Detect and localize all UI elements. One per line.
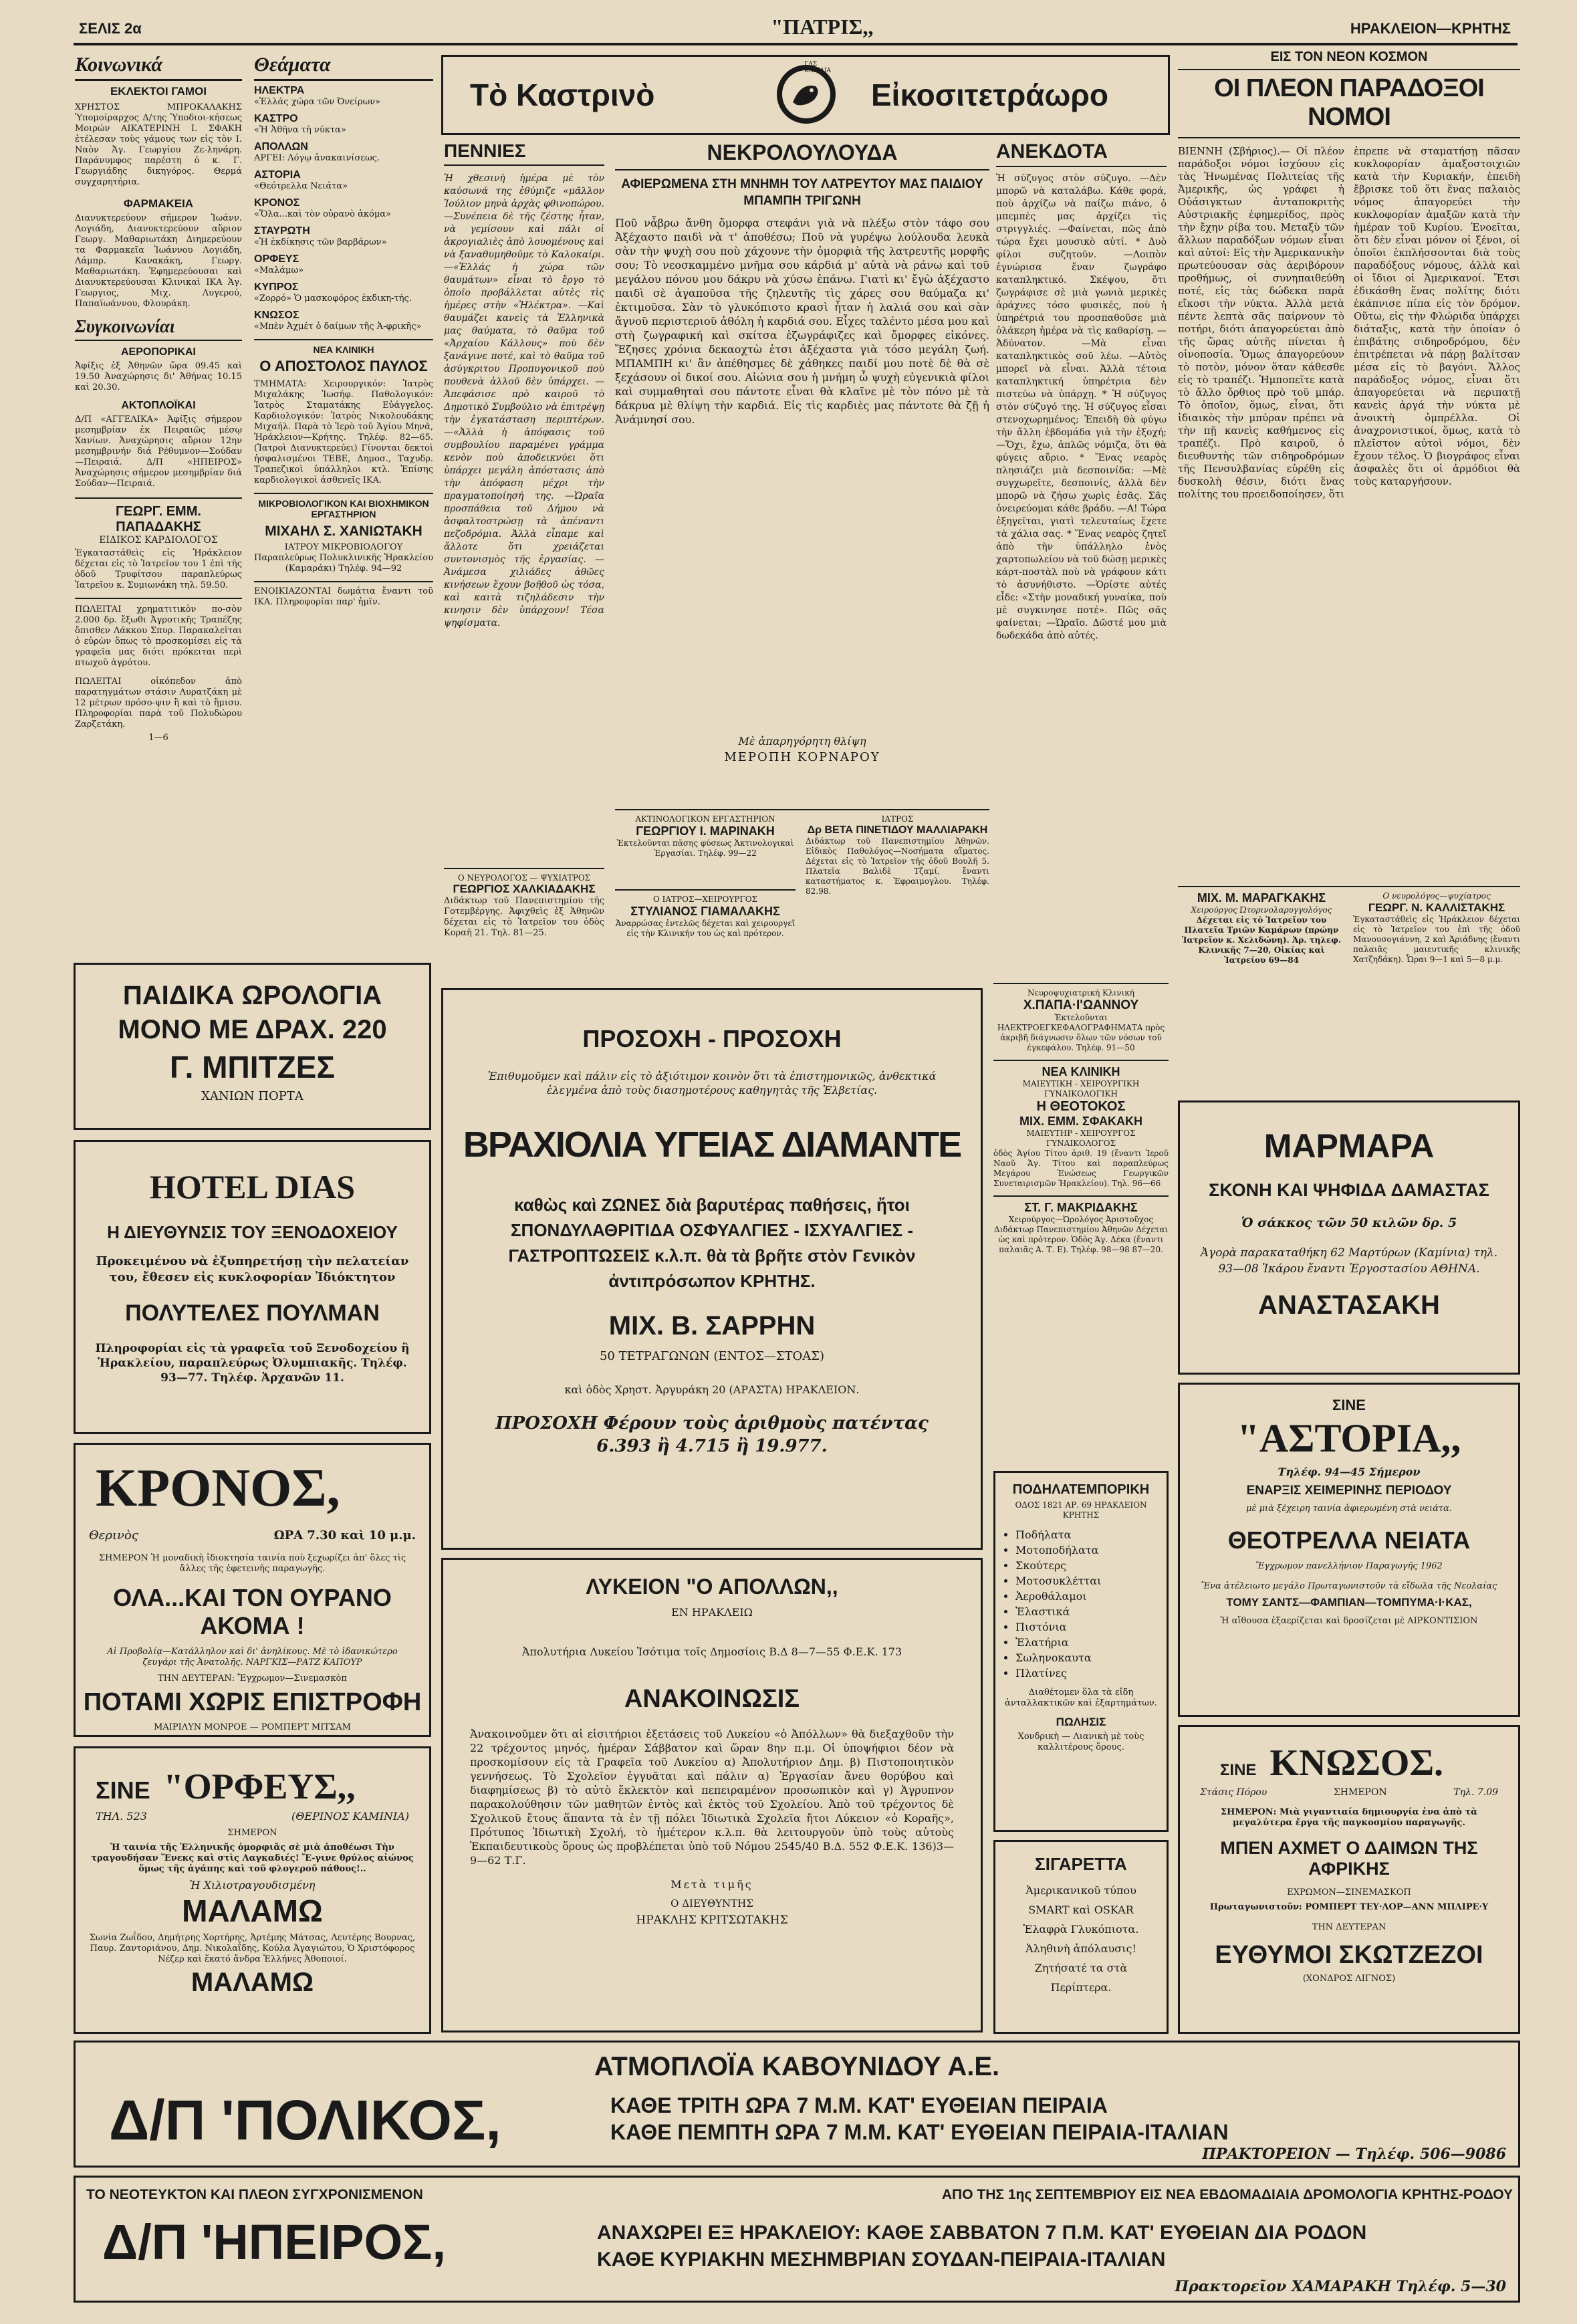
orfeus-film: ΜΑΛΑΜΩ <box>182 1893 323 1928</box>
cigarette-line1: Ἀμερικανικοῦ τύπου <box>1025 1884 1136 1897</box>
pathologist-text: Διδάκτωρ τοῦ Πανεπιστημίου Ἀθηνῶν. Εἰδικὸς Παθολόγος—Νοσήματα αἵματος. Δέχεται εἰς τὸ Ἰατρεῖον τῆς ὁδοῦ Βουλῆ 5. Πλατεῖα Βαλιδὲ Τζαμί, ἔναντι καταστήματος κ. Ἐφραιμογλου. Τηλέφ. 82.98. <box>806 836 989 896</box>
theatre-name: ΚΑΣΤΡΟ <box>254 113 298 124</box>
lyceum-regards: Μετὰ τιμῆς <box>671 1878 753 1891</box>
bike-shop-item: • Ἀεροθάλαμοι <box>1015 1589 1167 1604</box>
theatre-name: ΑΣΤΟΡΙΑ <box>254 169 301 181</box>
neuro-psy-ad <box>1353 891 1520 965</box>
neuro-psy-text: Ἐγκαταστάθεὶς εἰς Ἡράκλειον δέχεται εἰς τὸ Ἰατρεῖον του ἐπὶ τῆς ὁδοῦ Μανουσογιάννη, 2 καὶ Ἀριάδνης (ἔναντι παλαιᾶς μαιευτικῆς κλινικῆς Χατζηδάκη). Ὧραι 9—1 καὶ 5—8 μ.μ. <box>1353 915 1520 964</box>
bike-shop-item: • Σκούτερς <box>1015 1558 1167 1573</box>
bracelets-ad <box>441 988 983 1550</box>
shipping2-ship: Δ/Π 'ΗΠΕΙΡΟΣ, <box>102 2214 447 2270</box>
shipping1-head: ΑΤΜΟΠΛΟΪΑ ΚΑΒΟΥΝΙΔΟΥ Α.Ε. <box>594 2052 1000 2081</box>
hotel-head: Η ΔΙΕΥΘΥΝΣΙΣ ΤΟΥ ΞΕΝΟΔΟΧΕΙΟΥ <box>107 1222 398 1242</box>
watches-line1: ΠΑΙΔΙΚΑ ΩΡΟΛΟΓΙΑ <box>122 981 382 1010</box>
maternity-spec: ΜΑΙΕΥΤΗΡ - ΧΕΙΡΟΥΡΓΟΣ ΓΥΝΑΙΚΟΛΟΓΟΣ <box>1026 1129 1136 1148</box>
lyceum-legal: Ἀπολυτήρια Λυκείου Ἰσότιμα τοῖς Δημοσίοις Β.Δ 8—7—55 Φ.Ε.Κ. 173 <box>521 1645 902 1658</box>
astoria-cast-head: Ἕνα ἀτέλειωτο μεγάλο Πρωταγωνιστοῦν τὰ εἴδωλα τῆς Νεολαίας <box>1201 1581 1497 1591</box>
watches-line3: Γ. ΜΠΙΤΖΕΣ <box>170 1050 335 1084</box>
orfeus-phone: ΤΗΛ. 523 <box>96 1810 147 1823</box>
theatre-desc: ΑΡΓΕΙ: Λόγῳ ἀνακαινίσεως. <box>254 153 380 163</box>
bike-shop-item: • Πιστόνια <box>1015 1619 1167 1635</box>
theatre-name: ΚΥΠΡΟΣ <box>254 281 299 293</box>
astoria-prefix: ΣΙΝΕ <box>1332 1397 1366 1413</box>
theatres-column <box>254 53 433 956</box>
lyceum-text: Ἀνακοινοῦμεν ὅτι αἱ εἰσιτήριοι ἐξετάσεις τοῦ Λυκείου «ὁ Ἀπόλλων» θὰ διεξαχθοῦν τὴν 22 τρέχοντος μηνός, ἡμέραν Σάββατον καὶ ὥραν 8ην π.μ. Οἱ ὑποψήφιοι δέον νὰ προσκομίσουν εἰς τὰ Γραφεῖα τοῦ Λυκείου α) Ἀπολυτήριον Δημ. β) Πιστοποιητικὸν γεννήσεως. Τὸ Σχολεῖον ἐγγυᾶται καὶ πάλιν α) Ἐργασίαν ἄνευ θορύβου καὶ διαφημίσεως β) τὸ αὐτὸ ἔκλεκτὸν καὶ πεπειραμένον προσωπικὸν καὶ γ) Ἀγρυπνον παρακολούθησιν τῶν μαθητῶν ἐντὸς καὶ ἐκτὸς τοῦ Σχολείου. Ἀπὸ τοῦ τρέχοντος δὲ Σχολικοῦ ἔτους ἅπαντα τὰ ἐν τῇ πόλει Ἰδιωτικὰ Σχολεῖα ἤτοι Λύκειον «ὁ Κοραῆς», Πρότυπος Ἰδιωτικὴ Σχολή, τὸ ἡμέτερον κ.λ.π. θὰ λειτουργοῦν ὑπὸ τοὺς αὐτοὺς Ἐκπαιδευτικοὺς ὅρους ὡς προβλέπεται ὑπὸ τοῦ Νόμου 2545/40 Β.Δ. 552 Φ.Ε.Κ. 136)3—9—62 Τ.Γ. <box>470 1728 954 1867</box>
kronos-subtitle: Θερινὸς <box>89 1528 138 1542</box>
theatre-desc: «Θεότρελλα Νειάτα» <box>254 181 348 191</box>
knossos-phone: Τηλ. 7.09 <box>1453 1787 1498 1798</box>
rooms-notice: ΕΝΟΙΚΙΑΖΟΝΤΑΙ δωμάτια ἔναντι τοῦ ΙΚΑ. Πληροφορίαι παρ' ἡμῖν. <box>254 586 433 607</box>
theatre-item <box>254 281 433 304</box>
castle-banner <box>441 55 1170 135</box>
astoria-phone: Τηλέφ. 94—45 Σήμερον <box>1278 1466 1421 1478</box>
kronos-today: ΣΗΜΕΡΟΝ Ἡ μοναδικὴ ἰδιοκτησία ταινία ποὺ ξεχωρίζει ἀπ' ὅλες τὶς ἄλλες τῆς ἑφετεινῆς παραγωγῆς. <box>98 1553 406 1574</box>
page-mark: 1—6 <box>148 733 168 743</box>
knossos-place: Στάσις Πόρου <box>1200 1787 1267 1798</box>
cardiologist-spec: ΕΙΔΙΚΟΣ ΚΑΡΔΙΟΛΟΓΟΣ <box>99 535 218 546</box>
shipping2-left: ΤΟ ΝΕΟΤΕΥΚΤΟΝ ΚΑΙ ΠΛΕΟΝ ΣΥΓΧΡΟΝΙΣΜΕΝΟΝ <box>86 2187 423 2202</box>
knossos-format: ΕΧΡΩΜΟΝ—ΣΙΝΕΜΑΣΚΟΠ <box>1287 1887 1411 1897</box>
astoria-festival: Ἔγχρωμον πανελλήνιον Παραγωγῆς 1962 <box>1255 1561 1443 1571</box>
pathologist-ad <box>806 814 989 975</box>
knossos-ad <box>1178 1725 1520 2034</box>
knossos-cast: Πρωταγωνιστοῦν: ΡΟΜΠΕΡΤ ΤΕΥ·ΛΟΡ—ΑΝΝ ΜΠΛΙΡΕ·Υ <box>1209 1902 1489 1912</box>
theatre-desc: «Μαλάμω» <box>254 265 304 275</box>
theatre-desc: «Ζορρό» Ὁ μασκοφόρος ἐκδικη-τής. <box>254 294 412 304</box>
paper-title: "ΠΑΤΡΙΣ,, <box>771 15 874 39</box>
psychiatrist-name: ΓΕΩΡΓΙΟΣ ΧΑΛΚΙΑΔΑΚΗΣ <box>453 883 596 895</box>
bike-shop-item: • Ἐλαστικά <box>1015 1604 1167 1619</box>
orfeus-place: (ΘΕΡΙΝΟΣ ΚΑΜΙΝΙΑ) <box>291 1810 409 1823</box>
strange-laws-title: ΟΙ ΠΛΕΟΝ ΠΑΡΑΔΟΞΟΙ ΝΟΜΟΙ <box>1214 74 1484 131</box>
city-label: ΗΡΑΚΛΕΙΟΝ—ΚΡΗΤΗΣ <box>1350 20 1511 37</box>
bike-shop-sale-head: ΠΩΛΗΣΙΣ <box>1056 1716 1106 1728</box>
knossos-text: ΣΗΜΕΡΟΝ: Μιὰ γιγαντιαία δημιουργία ἐνα ἀπὸ τὰ μεγαλύτερα ἔργα τῆς παγκοσμίου παραγωγῆς. <box>1220 1807 1478 1828</box>
obituary-text: Ποῦ νἆβρω ἄνθη ὄμορφα στεφάνι γιὰ νὰ πλέξω στὸν τάφο σου Ἀξέχαστο παιδὶ νὰ τ' ἀποθέσω; Ποῦ νὰ γυρέψω λούλουδα λευκὰ σὰν τὴν ψυχὴ σου ποὺ χάχουνε τὴν ὀμορφιὰ τῆς λατρευτῆς μορφῆς σου; Τὸ νεοσκαμμένο μνῆμα σου κάρδιά μ' αὐτὰ νὰ ράνω καὶ τοῦ μεγάλου πόνου μου δάκρυ νὰ χύσω ἐπάνω. Γιατὶ κι' ἔγὼ ἀξέχαστο παιδὶ σὲ ἀγαποῦσα τῆς ζηλευτῆς τὶς χάρες σου θαύμαζα κι' ἐκτιμοῦσα. Σὰν τὸ γλυκόπιοτο κρασὶ ἦταν ἡ λαλιά σου καὶ σὰν ἄγνοῦ περιστεριοῦ ἀθόλη ἡ καρδιά σου. Εἶχες ταλέντο μέσα μου καὶ στὴ ζωγραφική καὶ σκίτσα ἐζωγράφιζες καὶ ὄμορφες εἰκόνες. Ἔζησες χρόνια δεκαοχτὼ ἐτσι ἀξέχαστα γιὰ τόσο μεγάλη ζωή. ΜΠΑΜΠΗ κι' ἂν ἀπέθησμες δὲ χάθηκες παιδί μου ποτὲ δὲ θὰ σὲ ξεχάσουν οἱ δικοί σου. Αἰώνια σου ἡ μνήμη ὦ ψυχὴ εὐγενικιὰ φίλοι καὶ συμμαθηταὶ σου πάντοτε εἶναι θὰ κλαῖνε μὲ τὸν πόνο μὲ τὰ δάκρυα μὲ θλίψη τὴν καρδιά. Εἰς τὶς καρδιὲς μας πάντοτε θὰ ζῇ ἡ Ἀνάμνησί σου. <box>615 217 989 426</box>
theatre-desc: «Ἐλλάς χώρα τῶν Ὀνείρων» <box>254 97 381 107</box>
theatre-item <box>254 310 433 332</box>
warning-addr1: 50 ΤΕΤΡΑΓΩΝΩΝ (ΕΝΤΟΣ—ΣΤΟΑΣ) <box>599 1349 825 1363</box>
knossos-next: ΕΥΘΥΜΟΙ ΣΚΩΤΖΕΖΟΙ <box>1215 1941 1483 1969</box>
orfeus-today: ΣΗΜΕΡΟΝ <box>227 1828 277 1838</box>
radiology-ad <box>615 814 796 888</box>
bike-shop-address: ΟΔΟΣ 1821 ΑΡ. 69 ΗΡΑΚΛΕΙΟΝ ΚΡΗΤΗΣ <box>1015 1500 1147 1520</box>
orfeus-film-repeat: ΜΑΛΑΜΩ <box>191 1968 314 1997</box>
psychiatrist-head: Ο ΝΕΥΡΟΛΟΓΟΣ — ΨΥΧΙΑΤΡΟΣ <box>457 873 591 883</box>
shipping2-line2: ΚΑΘΕ ΚΥΡΙΑΚΗΝ ΜΕΣΗΜΒΡΙΑΝ ΣΟΥΔΑΝ-ΠΕΙΡΑΙΑ-ΙΤΑΛΙΑΝ <box>597 2248 1166 2271</box>
hotel-name: HOTEL DIAS <box>149 1168 356 1205</box>
watches-ad <box>74 963 431 1130</box>
obituary-column <box>615 140 989 809</box>
kronos-next: ΠΟΤΑΜΙ ΧΩΡΙΣ ΕΠΙΣΤΡΟΦΗ <box>83 1688 422 1716</box>
watches-line4: ΧΑΝΙΩΝ ΠΟΡΤΑ <box>201 1089 304 1103</box>
strange-laws-kicker: ΕΙΣ ΤΟΝ ΝΕΟΝ ΚΟΣΜΟΝ <box>1270 49 1428 64</box>
theatre-name: ΚΡΟΝΟΣ <box>254 197 300 209</box>
theatre-desc: «Ὅλα...καὶ τὸν οὐρανὸ ἀκόμα» <box>254 209 392 219</box>
clinic-head: ΝΕΑ ΚΛΙΝΙΚΗ <box>313 344 374 355</box>
lab-text: ΙΑΤΡΟΥ ΜΙΚΡΟΒΙΟΛΟΓΟΥ Παραπλεύρως Πολυκλινικῆς Ἡρακλείου (Καμαράκι) Τηλέφ. 94—92 <box>254 542 433 574</box>
warning-patents: ΠΡΟΣΟΧΗ Φέρουν τοὺς ἀριθμοὺς πατέντας 6.393 ἢ 4.715 ἢ 19.977. <box>495 1413 929 1456</box>
ent-surgeon-ad <box>1178 891 1345 965</box>
cardiologist-text: Ἐγκαταστάθεὶς εἰς Ἡράκλειον δέχεται εἰς τὸ Ἰατρεῖον του 1 ἐπὶ τῆς ὁδοῦ Τρυφίτσου παραπλεύρως Ἰατρεῖου κ. Συμιωνάκη τηλ. 59.50. <box>75 548 242 590</box>
lyceum-announcement-head: ΑΝΑΚΟΙΝΩΣΙΣ <box>624 1685 800 1713</box>
astoria-name: "ΑΣΤΟΡΙΑ,, <box>1237 1416 1461 1460</box>
ent-surgeon-spec: Χειρούργος Ὠτορινολαρυγγολόγος <box>1191 905 1332 915</box>
ent-surgeon-text: Δέχεται εἰς τὸ Ἰατρεῖον του Πλατεῖα Τριῶν Καμάρων (πρώην Ἰατρεῖον κ. Χελιδώνη). Ἀρ. τηλεφ. Κλινικῆς 7—20, Οἰκίας καὶ Ἰατρείου 69—84 <box>1181 915 1342 965</box>
bike-shop-item: • Μοτοσυκλέτται <box>1015 1573 1167 1589</box>
astoria-note: Ἡ αἴθουσα ἐξαερίζεται καὶ δροσίζεται μὲ ΑΙΡΚΟΝΤΙΣΙΟΝ <box>1220 1616 1478 1626</box>
lyceum-sign: ΗΡΑΚΛΗΣ ΚΡΙΤΣΩΤΑΚΗΣ <box>636 1913 788 1927</box>
warning-body: καθὼς καὶ ΖΩΝΕΣ διὰ βαρυτέρας παθήσεις, ἤτοι ΣΠΟΝΔΥΛΑΘΡΙΤΙΔΑ ΟΣΦΥΑΛΓΙΕΣ - ΙΣΧΥΑΛΓΙΕΣ - ΓΑΣΤΡΟΠΤΩΣΕΙΣ κ.λ.π. θὰ τὰ βρῆτε στὸν Γενικὸν ἀντιπρόσωπον ΚΡΗΤΗΣ. <box>508 1195 916 1291</box>
hotel-info: Πληροφορίαι εἰς τὰ γραφεῖα τοῦ Ξενοδοχείου ἢ Ἡρακλείου, παραπλεύρως Ὀλυμπιακῆς. Τηλέφ. 93—77. Τηλέφ. Ἀρχανῶν 11. <box>95 1342 410 1385</box>
weddings-head: ΕΚΛΕΚΤΟΙ ΓΑΜΟΙ <box>110 85 207 98</box>
bike-shop-item: • Πλατίνες <box>1015 1665 1167 1681</box>
cigarette-ad <box>993 1840 1169 2034</box>
pennies-title: ΠΕΝΝΙΕΣ <box>444 140 526 161</box>
plot-sale-notice: ΠΩΛΕΙΤΑΙ οἰκόπεδον ἀπὸ παρατηγμάτων στάσιν Λυρατζάκη μὲ 12 μέτρων πρόσο-ψιν ἢ καὶ τὸ ἥμισυ. Πληροφορίαι παρὰ τοῦ Πολυδώρου Ζαρζετάκη. <box>75 677 242 729</box>
bike-shop-sale: Χονδρικὴ — Λιανικὴ μὲ τοὺς καλλιτέρους ὅρους. <box>1017 1732 1144 1752</box>
ship-text: Δ/Π «ΑΓΓΕΛΙΚΑ» Ἀφίξις σήμερον μεσημβρίαν ἐκ Πειραιῶς μέσῳ Χανίων. Ἀναχώρησις αὔριον 12ην μεσημβρινήν διά Ρέθυμνον—Σούδαν—Πειραιά. Δ/Π «ΗΠΕΙΡΟΣ» Ἀναχώρησις σήμερον μεσημβρίαν διά Σούδαν—Πειραιά. <box>75 415 242 489</box>
kronos-film: ΟΛΑ...ΚΑΙ ΤΟΝ ΟΥΡΑΝΟ ΑΚΟΜΑ ! <box>113 1584 392 1639</box>
kronos-cast: Αἱ Προβολίᾳ—Κατάλληλον καὶ δι' ἀνηλίκους. Μὲ τὸ ἰδανικώτερο ζευγάρι τῆς Ἀνατολῆς. ΝΑΡΓΚΙΣ—ΡΑΤΖ ΚΑΠΟΥΡ <box>107 1647 398 1667</box>
surgeon-ad <box>615 889 796 976</box>
theatre-item <box>254 197 433 220</box>
obituary-sign: Μὲ ἀπαρηγόρητη θλίψη <box>738 735 866 747</box>
theatre-name: ΚΝΩΣΟΣ <box>254 310 299 321</box>
pennies-text: Ἡ χθεσινὴ ἡμέρα μὲ τὸν καύσωνά της ἐθύμιζε «μᾶλλον Ἰούλιον μηνὰ ἀρχὰς φθινοπώρου. —Συνέπεια δὲ τῆς ζέστης ἦταν, νὰ γεμίσουν καὶ πάλι οἱ ἀκρογιαλιὲς ἀπὸ λουομένους καὶ νὰ ξαναθυμηθοῦμε τὸ Καλοκαίρι. —«Ἑλλάς ἡ χώρα τῶν θαυμάτων» εἶναι τὸ ἔργο τὸ ὁποῖο προβάλλεται αὐτὲς τὶς ἡμέρες στὴν «Ἠλέκτρα». —Καὶ θαυμάζει κανεὶς τὰ Ἑλληνικὰ μας θαύματα, τὸ θαῦμα τοῦ «Ἀρχαίου Κάλλους» ποὺ δὲν ξανάγινε ποτέ, καὶ τὸ θαῦμα τοῦ ἀσύγκριτου Προπυγονικοῦ ποὺ πουθενὰ ἀλλοῦ δὲν ὑπάρχει. —Ἀπεφάσισε πρὸ καιροῦ τὸ Δημοτικὸ Συμβούλιο νὰ ἐπιτρέψῃ τὴν ἐγκατάσταση περιπτέρων. —«Ἀλλὰ ἡ ἀπόφασις τοῦ συμβουλίου παραμένει γράμμα κενὸν ποὺ ἀποδεικνύει ὅτι ὑπάρχει μεγάλη ἀπόστασις ἀπὸ τὴν ἀπόφαση μέχρι τὴν πραγματοποίησή της. —Ὡραῖα προσπάθεια τοῦ Δήμου νὰ ἀσφαλτοστρώσῃ τὰ ἀπέναντι πεζοδρόμια. Ἀλλὰ εἶπαμε καὶ ἄλλοτε ὅτι χρειάζεται συντονισμὸς τῆς ἐργασίας. —Ἀνάμεσα χιλιάδες ἀθῶες κινήσεων ἔχουν βοῆθοῦ ὡς τόσα, καὶ καιτὰ τιζηλάδεσιν τὴν κινησιν δὲν ὑπάρχουν! Τέσα ψηφίσματα. <box>444 173 604 628</box>
marble-ad <box>1178 1100 1520 1375</box>
pathologist-name: Δρ ΒΕΤΑ ΠΙΝΕΤΙΔΟΥ ΜΑΛΛΙΑΡΑΚΗ <box>807 824 988 836</box>
warning-seller: ΜΙΧ. Β. ΣΑΡΡΗΝ <box>608 1311 816 1341</box>
banner-right: Εἰκοσιτετράωρο <box>871 78 1108 112</box>
orfeus-name: "ΟΡΦΕΥΣ,, <box>163 1766 356 1807</box>
theatre-item <box>254 169 433 192</box>
shipping2-right: ΑΠΟ ΤΗΣ 1ης ΣΕΠΤΕΜΒΡΙΟΥ ΕΙΣ ΝΕΑ ΕΒΔΟΜΑΔΙΑΙΑ ΔΡΟΜΟΛΟΓΙΑ ΚΡΗΤΗΣ-ΡΟΔΟΥ <box>941 2187 1513 2202</box>
hotel-bus: ΠΟΛΥΤΕΛΕΣ ΠΟΥΛΜΑΝ <box>125 1300 380 1326</box>
orfeus-film-head: Ἡ Χιλιοτραγουδισμένη <box>189 1879 316 1891</box>
cigarette-line5: Ζητήσατέ τα στὰ <box>1034 1962 1128 1974</box>
strange-laws-article <box>1178 45 1520 1048</box>
wedding-text: ΧΡΗΣΤΟΣ ΜΠΡΟΚΑΛΑΚΗΣ Ὑπομοίραρχος Δ/της Ὑποδιοι-κήσεως Μοιρών ΑΙΚΑΤΕΡΙΝΗ Ι. ΣΦΑΚΗ ἐτέλεσαν τοὺς γάμους των εἰς τὸν Ι. Ναὸν Ἁγ. Γεωργίου Ζε-ληνάρη. Παράνυμφος παρέστη ὁ κ. Γ. Γεωργιάδης δικηγόρος. Θερμά συγχαρητήρια. <box>75 102 242 187</box>
clinic-text: ΤΜΗΜΑΤΑ: Χειρουργικόν: Ἰατρὸς Μιχαλάκης Ἰωσήφ. Παθολογικόν: Ἰατρὸς Σταματάκης Εὐάγγελος. Καρδιολογικόν: Ἰατρὸς Νικολουδάκης Μιχαήλ. Παρὰ τὸ Ἱερὸ τοῦ Ἁγίου Μηνᾶ, Ἡράκλειον—Κρήτης. Τηλέφ. 82—65. (Ἰατροὶ Διανυκτερεύει) Γίνονται δεκτοὶ ἠσφαλισμένοι ΤΕΒΕ, Δημοσ., Ταχυδρ. Τραπεζικοὶ ὑπάλληλοι κτλ. Ἐπίσης καρδιολογικοὶ ἀσθενεῖς ΙΚΑ. <box>254 379 433 485</box>
social-title: Κοινωνικά <box>75 53 163 76</box>
neuro-clinic-text: Ἐκτελοῦνται ΗΛΕΚΤΡΟΕΓΚΕΦΑΛΟΓΡΑΦΗΜΑΤΑ πρὸς ἀκριβῆ διάγνωσιν ὅλων τῶν νόσων τοῦ ἐγκεφάλου. Τηλέφ. 91—50 <box>997 1013 1165 1052</box>
bike-shop-item: • Ἐλατήρια <box>1015 1635 1167 1650</box>
maternity-doctor: ΜΙΧ. ΕΜΜ. ΣΦΑΚΑΚΗ <box>1019 1115 1143 1128</box>
orfeus-text: Ἡ ταινία τῆς Ἑλληνικῆς ὀμορφιᾶς σὲ μιὰ ἀποθέωσι Τὴν τραγουδήσαν Ἕνεκς καὶ στὶς Λαγκαδιές! Ἔ-γινε θρύλος αἰώνος ὅμως τῆς ἀγάπης καὶ τοῦ φλογεροῦ πάθους!.. <box>91 1843 414 1874</box>
knossos-name: ΚΝΩΣΟΣ. <box>1269 1742 1444 1784</box>
lab-head: ΜΙΚΡΟΒΙΟΛΟΓΙΚΟΝ ΚΑΙ ΒΙΟΧΗΜΙΚΟΝ ΕΡΓΑΣΤΗΡΙΟΝ <box>258 498 429 519</box>
warning-addr2: καὶ ὁδὸς Χρηστ. Ἀργυράκη 20 (ΑΡΑΣΤΑ) ΗΡΑΚΛΕΙΟΝ. <box>564 1383 860 1396</box>
obituary-title: ΝΕΚΡΟΛΟΥΛΟΥΔΑ <box>707 140 898 164</box>
theatre-name: ΣΤΑΥΡΩΤΗ <box>254 225 310 237</box>
theatre-desc: «Ἡ ἐκδίκησις τῶν βαρβάρων» <box>254 237 387 247</box>
cigarette-head: ΣΙΓΑΡΕΤΤΑ <box>1035 1854 1127 1874</box>
shipping1-line2: ΚΑΘΕ ΠΕΜΠΤΗ ΩΡΑ 7 Μ.Μ. ΚΑΤ' ΕΥΘΕΙΑΝ ΠΕΙΡΑΙΑ-ΙΤΑΛΙΑΝ <box>610 2120 1229 2144</box>
shipping-kavounides-ad <box>74 2041 1520 2168</box>
theatre-name: ΟΡΦΕΥΣ <box>254 253 299 265</box>
orfeus-ad <box>74 1746 431 2034</box>
knossos-prefix: ΣΙΝΕ <box>1220 1761 1257 1779</box>
astoria-cast: ΤΟΜΥ ΣΑΝΤΣ—ΦΑΜΠΙΑΝ—ΤΟΜΠΥΜΑ·Ι·ΚΑΣ, <box>1226 1596 1472 1609</box>
bike-shop-note: Διαθέτομεν ὅλα τὰ εἴδη ἀνταλλακτικῶν καὶ ἐξαρτημάτων. <box>1005 1688 1157 1708</box>
hotel-ad <box>74 1140 431 1434</box>
theatre-list <box>254 85 433 332</box>
knossos-today: ΣΗΜΕΡΟΝ <box>1333 1787 1387 1798</box>
bike-shop-items <box>995 1527 1167 1681</box>
theatre-item <box>254 113 433 136</box>
marble-price: Ὁ σάκκος τῶν 50 κιλῶν δρ. 5 <box>1241 1215 1457 1230</box>
psychiatrist-text: Διδάκτωρ τοῦ Πανεπιστημίου τῆς Γοτεμβέργης. Ἀφιχθεὶς ἐξ Ἀθηνῶν δέχεται εἰς τὸ Ἰατρεῖον του ὁδὸς Κοραῆ 21. Τηλ. 81—25. <box>444 896 604 938</box>
orfeus-cast: Σωνία Ζωΐδου, Δημήτρης Χορτήρης, Ἀρτέμης Μάτσας, Λευτέρης Βουρνας, Παυρ. Ζαντοριάνου, Δημ. Νικολαΐδης, Κούλα Ἀγαγιώτου, Ὁ Χριστόφορος Νέζερ καὶ ἕκατό ἄνδρα Ἑλλήνες Ἀθοποιοί. <box>89 1933 416 1964</box>
warning-intro: Ἐπιθυμοῦμεν καὶ πάλιν εἰς τὸ ἀξιότιμον κοινὸν ὅτι τὰ ἐπιστημονικῶς, ἀνθεκτικά ἐλεγμένα ἀπὸ τοὺς διασημοτέρους καθηγητὰς τῆς Ἑλβετίας. <box>487 1070 937 1096</box>
lab-name: ΜΙΧΑΗΛ Σ. ΧΑΝΙΩΤΑΚΗ <box>265 524 422 539</box>
shipping1-line1: ΚΑΘΕ ΤΡΙΤΗ ΩΡΑ 7 Μ.Μ. ΚΑΤ' ΕΥΘΕΙΑΝ ΠΕΙΡΑΙΑ <box>610 2093 1108 2117</box>
warning-title: ΠΡΟΣΟΧΗ - ΠΡΟΣΟΧΗ <box>582 1025 842 1052</box>
maternity-head: ΝΕΑ ΚΛΙΝΙΚΗ <box>1042 1065 1120 1078</box>
bike-shop-head: ΠΟΔΗΛΑΤΕΜΠΟΡΙΚΗ <box>1012 1482 1150 1497</box>
kronos-ad <box>74 1443 431 1737</box>
clinic-name: Ο ΑΠΟΣΤΟΛΟΣ ΠΑΥΛΟΣ <box>259 358 428 374</box>
air-text: Ἀφίξις ἐξ Ἀθηνῶν ὥρα 09.45 καὶ 19.50 Ἀναχώρησις δι' Ἀθήνας 10.15 καὶ 20.30. <box>75 361 242 392</box>
radiology-head: ΑΚΤΙΝΟΛΟΓΙΚΟΝ ΕΡΓΑΣΤΗΡΙΟΝ <box>635 814 775 824</box>
neuro-clinic-name: Χ.ΠΑΠΑ·Ι'ΩΑΝΝΟΥ <box>1023 998 1139 1012</box>
neuro-psy-name: ΓΕΩΡΓ. Ν. ΚΑΛΛΙΣΤΑΚΗΣ <box>1368 901 1505 914</box>
banner-left: Τὸ Καστρινὸ <box>470 78 655 112</box>
orfeus-prefix: ΣΙΝΕ <box>96 1776 150 1804</box>
surgeon-head: Ο ΙΑΤΡΟΣ—ΧΕΙΡΟΥΡΓΟΣ <box>652 895 758 904</box>
knossos-film: ΜΠΕΝ ΑΧΜΕΤ Ο ΔΑΙΜΩΝ ΤΗΣ ΑΦΡΙΚΗΣ <box>1220 1838 1478 1879</box>
theatre-item <box>254 141 433 164</box>
lyceum-sub: ΕΝ ΗΡΑΚΛΕΙΩ <box>671 1606 753 1619</box>
shipping-ipeiros-ad <box>74 2176 1520 2303</box>
astoria-season: ΕΝΑΡΞΙΣ ΧΕΙΜΕΡΙΝΗΣ ΠΕΡΙΟΔΟΥ <box>1246 1484 1452 1498</box>
theatre-name: ΑΠΟΛΛΩΝ <box>254 141 308 152</box>
social-column <box>75 53 242 956</box>
cigarette-line3: Ἐλαφρὰ Γλυκόπιοτα. <box>1023 1923 1139 1936</box>
kronos-times: ΩΡΑ 7.30 καὶ 10 μ.μ. <box>273 1528 416 1542</box>
ent-surgeon-name: ΜΙΧ. Μ. ΜΑΡΑΓΚΑΚΗΣ <box>1197 891 1326 905</box>
theatre-desc: «Μπὲν Ἀχμέτ ὁ δαίμων τῆς Ἀ-φρικῆς» <box>254 322 422 332</box>
astoria-ad <box>1178 1383 1520 1717</box>
ship-head: ΑΚΤΟΠΛΟΪΚΑΙ <box>121 400 196 411</box>
watches-line2: ΜΟΝΟ ΜΕ ΔΡΑΧ. 220 <box>118 1015 387 1044</box>
seal-label: ΓΑΣ ΚΛΕΙΔΙΑ <box>804 61 831 74</box>
ent-text: Χειρούργος—Ὠρολόγος Ἀριστοῦχος Διδάκτωρ Πανεπιστημίου Ἀθηνῶν Δέχεται ὡς καὶ πρότερον. Ὁδὸς Ἁγ. Δέκα (ἔναντι παλαιᾶς Α. Τ. Ε). Τηλέφ. 98—98 87—20. <box>993 1215 1169 1254</box>
radiology-text: Ἐκτελοῦνται πᾶσης φύσεως Ἀκτινολογικαὶ Ἐργασίαι. Τηλέφ. 99—22 <box>616 838 794 858</box>
theatre-name: ΗΛΕΚΤΡΑ <box>254 85 305 96</box>
shipping2-line1: ΑΝΑΧΩΡΕΙ ΕΞ ΗΡΑΚΛΕΙΟΥ: ΚΑΘΕ ΣΑΒΒΑΤΟΝ 7 Π.Μ. ΚΑΤ' ΕΥΘΕΙΑΝ ΔΙΑ ΡΟΔΟΝ <box>597 2222 1367 2244</box>
marble-sub: ΣΚΟΝΗ ΚΑΙ ΨΗΦΙΔΑ ΔΑΜΑΣΤΑΣ <box>1209 1180 1489 1200</box>
bike-shop-item: • Μοτοποδήλατα <box>1015 1542 1167 1558</box>
cigarette-line4: Ἀληθινὴ ἀπόλαυσις! <box>1025 1942 1136 1955</box>
surgeon-name: ΣΤΥΛΙΑΝΟΣ ΓΙΑΜΑΛΑΚΗΣ <box>630 905 780 918</box>
pharmacy-text: Διανυκτερεύουν σήμερον Ἰωάνν. Λογιάδη, Διανυκτερεύουν αὔριον Γεωργ. Μαθαριωτάκη Διημερεύουν τα Φαρμακεῖα Ἰωάννου Λογιάδη, Λάμπρ. Κανακάκη, Γεωργ. Μαθαριωτάκη. Ἐφημερεύουσαι καὶ Διανυκτερεύουσαι Κλινικαὶ ΙΚΑ Ἁγ. Γεωργιος, Μιχ. Λυγερού, Παπαϊωάννου, Φλουράκη. <box>75 213 242 309</box>
theatres-title: Θεάματα <box>254 53 331 76</box>
page-number: ΣΕΛΙΣ 2α <box>79 20 142 37</box>
pharmacy-head: ΦΑΡΜΑΚΕΙΑ <box>123 197 194 210</box>
obituary-dedication: ΑΦΙΕΡΩΜΕΝΑ ΣΤΗ ΜΝΗΜΗ ΤΟΥ ΛΑΤΡΕΥΤΟΥ ΜΑΣ ΠΑΙΔΙΟΥ ΜΠΑΜΠΗ ΤΡΙΓΩΝΗ <box>621 177 983 208</box>
shipping1-agency: ΠΡΑΚΤΟΡΕΙΟΝ — Τηλέφ. 506—9086 <box>1202 2145 1506 2163</box>
anecdotes-column <box>996 140 1167 976</box>
strange-laws-text: ΒΙΕΝΝΗ (Σβήριος).— Οἱ πλέον παράδοξοι νόμοι ἰσχύουν εἰς τὰς Ἡνωμένας Πολιτείας τῆς Ἀμερικῆς, ὡς γράφει ἡ Οὐάσιγκτων ἀνταποκριτὴς Αὐστριακῆς ἐφημερίδος, πρὸς τὴν ἔχην ρίβα του. Μεταξὺ τῶν ἄλλων παραδόξων νόμων εἶναι καὶ αὐτοί: Εἰς τὴν Ἀμερικανικὴν πρωτεύουσαν σὰς ἀεριβόρουν προθήμως, οἱ συνηπαιθεύθη ποτέ, εἰς τὰς δώδεκα παρὰ εἴκοσι τὴν νύκτα. Ἀλλὰ μετὰ πέντε λεπτὰ σᾶς παίρνουν τὸ ποτήρι, διότι ἀπαγορεύεται ἀπὸ τῆς ὥρας αὐτῆς πίνεται ἡ οἰνοποσία. Ὅμως ἀπαγορεύουν τὸ ποτὸν, μόνον ὅταν κάθεσθε εἰς τὸ τραπέζι. Ἡμποπεῖτε κατὰ τὸ ἄλλο ὄρθιος πρὸ τοῦ μπάρ. Τὸ ὁποῖον, ὅμως, εἶναι, ὅτι ἰδιαικὸς τὴν μπύραν πρέπει νὰ τὴν πῇ κανεὶς καθήμενος εἰς τραπέζι. Πρὸ καιροῦ, ὁ διευθυντὴς τῶν σιδηροδρόμων τῆς Πενσυλβανίας εὑρέθη εἰς δυσκολὴ θέσιν, διότι ἕνας πολίτης του προειδοποίησεν, ὅτι ἐπρεπε νὰ σταματήσῃ πᾶσαν κυκλοφορίαν ἁμαξοστοιχιῶν κατὰ τὴν Κυριακήν, ἐπειδὴ ἔβρισκε τοῦ ὅτι ἕνας παλαιὸς νόμος ἀπαγορεύει τὴν κυκλοφορίαν ἁμαξῶν κατὰ τὴν ἡμέραν τοῦ Κυρίου. Ἐνοεῖται, ὅτι δὲν εἶναι μόνον οἱ ξένοι, οἱ ὁποῖοι ἐκπλήσσονται διὰ τοὺς παραδόξους νόμους, ἀλλὰ καὶ οἱ ἴδιοι οἱ Ἀμερικανοί. Ἔτσι ἐδικάσθη ἕνας πολίτης διότι ἐκάπνισε πίπα εἰς τὸν δρόμον. Οὕτω, εἰς τὴν Φλώριδα ὑπάρχει διάταξις, κατὰ τὴν ὁποίαν ὁ ἐπιβάτης σιδηροδρόμου, δὲν ἐπιτρέπεται νὰ πάρῃ βαλίτσαν μέσα εἰς τὸ βαγόνι. Ἄλλος παράδοξος νόμος, εἶναι ὅτι ἀπαγορεύεται νὰ περιπατῇ κανεὶς ἀργά τὴν νύκτα μὲ ἀνοικτὴ ὀμπρέλλα. Οἱ ἀναχρονιστικοί, ὅμως, κατὰ τὸ πλεῖστον αὐτοὶ νόμοι, δὲν ἔχουν τέλος. Ὁ βιογράφος εἶναι ἀσφαλὲς ὅτι οἱ ἁρμόδιοι θὰ τοὺς καταργήσουν. <box>1178 145 1520 500</box>
anecdotes-text: Ἡ σύζυγος στὸν σύζυγο. —Δὲν μπορῶ νὰ καταλάβω. Κάθε φορά, ποὺ ἀρχίζω νὰ παίζω πιάνο, ὁ μπεμπὲς μας ἀρχίζει τὶς στριγγλιές. —Φαίνεται, πῶς ἀπὸ τώρα ἔχει μουσικὸ αὐτί. * Δυὸ φίλοι συζητοῦν. —Λοιπὸν ἐγνώρισα ἕναν ζωγράφο καταπληκτικό. Σκέψου, ὅτι ζωγράφισε σὲ μιὰ γωνιὰ μερικὲς ἀράχνες τόσο φυσικές, ποὺ ἡ ὑπηρέτριά του προσπαθοῦσε μιὰ ὁλάκερη ἡμέρα νὰ τὶς καθαρίσῃ. —Ἀδύνατον. —Μὰ εἶναι καταπληκτικὸς σοῦ λέω. —Αὐτὸς μπορεῖ νὰ εἶναι. Ἀλλὰ τέτοια καταπληκτική ὑπηρέτρια δὲν πιστεύω νὰ ὑπάρχῃ. * Ἡ σύζυγος στὸν σύζυγό της. Ἡ σύζυγος εἶσαι στενοχωρημένος; Ἐπειδὴ θὰ φύγω τὴν ἄλλη ἑβδομάδα γιὰ τὴν ἐξοχή; —Ὄχι, ἔχω, ἁπλῶς νόμιζα, ὅτι θὰ φύγεις αὔριο. * Ἕνας νεαρὸς πλησιάζει μιὰ δεσποινίδα: —Μὲ συγχωρεῖτε, δεσποινίς, ἀλλὰ δὲν μπορῶ νὰ ζήσω χωρὶς ἐσᾶς. Σᾶς ὀνειρεύομαι κάθε βράδυ. —Α! Τώρα ἐξηγεῖται, γιατὶ τελευταίως ἔχετε τὰ χάλια σας. * Ἕνας νεαρὸς ζητεῖ ἀπὸ τὴν ὑπάλληλο ἑνὸς χαρτοπωλείου νὰ τοῦ δώσῃ μερικὲς κάρτ-ποστὰλ ποὺ νὰ γράφουν κάτι τὸ ἀσυνήθιστο. —Ὁρίστε αὐτές εἶδε: «Στὴν μοναδική γυναίκα, ποὺ μὲ συγκινησε ποτέ». Πῶς σᾶς φαίνεται; —Ὡραῖο. Δῶστέ μου μιὰ δωδεκάδα ἀπὸ αὐτές. <box>996 173 1167 641</box>
kronos-next-cast: ΜΑΙΡΙΛΥΝ ΜΟΝΡΟΕ — ΡΟΜΠΕΡΤ ΜΙΤΣΑΜ <box>154 1722 351 1732</box>
lyceum-sign-head: Ο ΔΙΕΥΘΥΝΤΗΣ <box>671 1897 753 1909</box>
cigarette-line6: Περίπτερα. <box>1050 1981 1112 1994</box>
lyceum-title: ΛΥΚΕΙΟΝ "Ο ΑΠΟΛΛΩΝ,, <box>586 1575 838 1599</box>
theatre-desc: «Ἡ Ἀθῆνα τὴ νύκτα» <box>254 125 346 135</box>
air-head: ΑΕΡΟΠΟΡΙΚΑΙ <box>120 346 196 358</box>
knossos-next-head: ΤΗΝ ΔΕΥΤΕΡΑΝ <box>1312 1922 1386 1932</box>
surgeon-text: Ἀναρρώσας ἐντελῶς δέχεται καὶ χειρουργεῖ εἰς τὴν Κλινικήν του ὡς καὶ πρότερον. <box>615 919 796 938</box>
astoria-film: ΘΕΟΤΡΕΛΛΑ ΝΕΙΑΤΑ <box>1227 1526 1471 1554</box>
ent-name: ΣΤ. Γ. ΜΑΚΡΙΔΑΚΗΣ <box>1024 1201 1138 1214</box>
neuro-psy-head: Ο νευρολόγος—ψυχίατρος <box>1382 891 1491 901</box>
bike-shop-item: • Ποδήλατα <box>1015 1527 1167 1542</box>
doctors-block <box>615 809 989 983</box>
astoria-intro: μὲ μιὰ ξέχειρη ταινία ἀφιερωμένη στὰ νειάτα. <box>1246 1504 1452 1514</box>
lost-money-notice: ΠΩΛΕΙΤΑΙ χρηματιτικὸν πο-σὸν 2.000 δρ. ἔξωθι Ἀγροτικῆς Τραπέζης ὅπισθεν Λάκκου Σπυρ. Παρακαλεῖται ὁ εὑρὼν ὅπως τὸ προσκομίσει εἰς τὰ γραφεῖα μας διότι πρόκειται περὶ πτωχοῦ ἀγρότου. <box>75 604 242 668</box>
marble-text: Ἀγορὰ παρακαταθήκη 62 Μαρτύρων (Καμίνια) τηλ. 93—08 Ἰκάρου ἔναντι Ἐργοστασίου ΑΘΗΝΑ. <box>1200 1246 1498 1276</box>
hotel-text: Προκειμένου νὰ ἐξυπηρετήσῃ τὴν πελατείαν του, ἔθεσεν εἰς κυκλοφορίαν Ἰδιόκτητον <box>96 1254 409 1284</box>
kronos-next-head: ΤΗΝ ΔΕΥΤΕΡΑΝ: Ἔγχρωμον—Σινεμασκὸπ <box>158 1673 347 1683</box>
maternity-sub: ΜΑΙΕΥΤΙΚΗ - ΧΕΙΡΟΥΡΓΙΚΗ ΓΥΝΑΙΚΟΛΟΓΙΚΗ <box>1022 1079 1140 1098</box>
bike-shop-item: • Σωληνοκαυτα <box>1015 1650 1167 1665</box>
marble-owner: ΑΝΑΣΤΑΣΑΚΗ <box>1258 1290 1440 1320</box>
warning-product: ΒΡΑΧΙΟΛΙΑ ΥΓΕΙΑΣ ΔΙΑΜΑΝΤΕ <box>463 1125 961 1165</box>
pathologist-head: ΙΑΤΡΟΣ <box>881 814 914 824</box>
maternity-name: Η ΘΕΟΤΟΚΟΣ <box>1036 1099 1126 1114</box>
neuro-clinic-head: Νευροψυχιατρική Κλινική <box>1027 988 1134 998</box>
bike-shop-ad <box>993 1471 1169 1832</box>
obituary-signer: ΜΕΡΟΠΗ ΚΟΡΝΑΡΟΥ <box>724 750 880 764</box>
pennies-column <box>444 140 604 963</box>
marble-title: ΜΑΡΜΑΡΑ <box>1263 1127 1435 1165</box>
cigarette-line2: SMART καὶ OSKAR <box>1028 1903 1134 1916</box>
transport-title: Συγκοινωνίαι <box>75 316 175 336</box>
radiology-name: ΓΕΩΡΓΙΟΥ Ι. ΜΑΡΙΝΑΚΗ <box>636 824 775 838</box>
kronos-name: ΚΡΟΝΟΣ, <box>96 1459 340 1518</box>
anecdotes-title: ΑΝΕΚΔΟΤΑ <box>996 140 1108 162</box>
cardiologist-name: ΓΕΩΡΓ. ΕΜΜ. ΠΑΠΑΔΑΚΗΣ <box>116 504 201 534</box>
shipping2-agency: Πρακτορεῖον ΧΑΜΑΡΑΚΗ Τηλέφ. 5—30 <box>1175 2278 1506 2295</box>
lyceum-ad <box>441 1558 983 2032</box>
knossos-next-sub: (ΧΟΝΔΡΟΣ ΛΙΓΝΟΣ) <box>1302 1974 1396 1984</box>
theatre-item <box>254 85 433 108</box>
theatre-item <box>254 225 433 248</box>
maternity-text: ὁδὸς Ἁγίου Τίτου ἀριθ. 19 (ἔναντι Ἱεροῦ Ναοῦ Ἁγ. Τίτου καὶ παραπλεύρως Μεγάρου Ἑνώσεως Γεωργικῶν Συνεταιρισμῶν Ἡρακλείου). Τηλ. 96—66 <box>993 1149 1169 1188</box>
theatre-item <box>254 253 433 276</box>
clinics-column <box>993 983 1169 1478</box>
shipping1-ship: Δ/Π 'ΠΟΛΙΚΟΣ, <box>109 2089 501 2152</box>
